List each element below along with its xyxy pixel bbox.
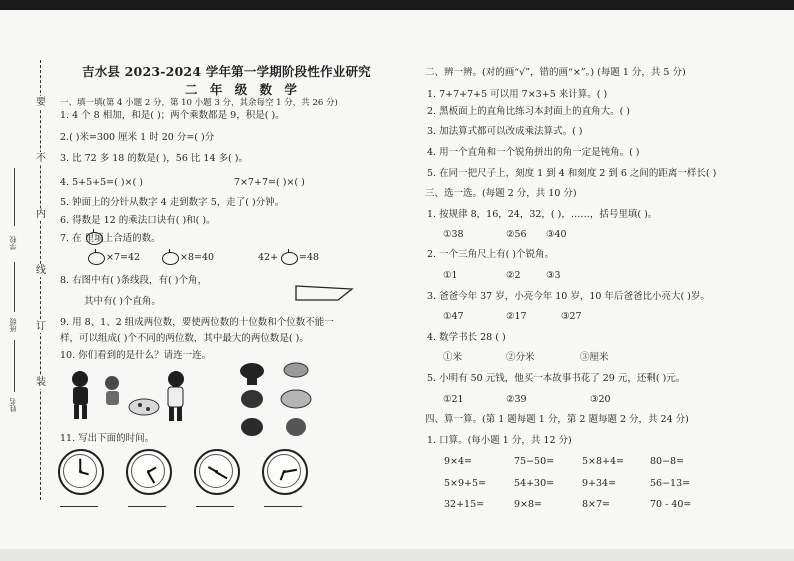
object-views-illustration — [238, 361, 316, 441]
question-4-part-b: 7×7+7=( )×( ) — [234, 177, 305, 188]
question-7: 7. 在 里填上合适的数。 — [60, 233, 161, 244]
children-viewing-objects-illustration — [64, 367, 189, 425]
calc-item[interactable]: 9×4= — [444, 456, 473, 467]
calc-item[interactable]: 9×8= — [514, 499, 543, 510]
clock-face-3 — [194, 449, 240, 495]
choice-2: 2. 一个三角尺上有( )个锐角。 — [427, 249, 555, 260]
binding-char: 装 — [36, 377, 46, 388]
question-4-part-a: 4. 5+5+5=( )×( ) — [60, 177, 143, 188]
question-7-expr-b: ×8=40 — [180, 252, 215, 263]
name-field-label: 姓名 — [9, 398, 17, 412]
binding-dashed-line — [40, 60, 41, 500]
question-9-line-1: 9. 用 8、1、2 组成两位数，要使两位数的十位数和个位数不能一 — [60, 317, 334, 328]
question-11: 11. 写出下面的时间。 — [60, 433, 155, 444]
question-7-expr-d: =48 — [299, 252, 320, 263]
question-3: 3. 比 72 多 18 的数是( )，56 比 14 多( )。 — [60, 153, 248, 164]
clock-face-1 — [58, 449, 104, 495]
question-9-line-2: 样，可以组成( )个不同的两位数，其中最大的两位数是( )。 — [60, 333, 309, 344]
apple-icon — [86, 232, 103, 245]
exam-title: 吉水县 2023-2024 学年第一学期阶段性作业研究 — [82, 64, 371, 79]
scan-bottom-edge — [0, 549, 794, 561]
binding-char: 订 — [36, 321, 46, 332]
binding-char: 线 — [36, 265, 46, 276]
section-3-heading: 三、选一选。(每题 2 分，共 10 分) — [425, 188, 577, 199]
exam-subtitle: 二 年 级 数 学 — [185, 82, 301, 97]
apple-icon[interactable] — [88, 252, 105, 265]
mental-math-heading: 1. 口算。(每小题 1 分，共 12 分) — [427, 435, 572, 446]
choice-1: 1. 按规律 8，16，24，32，( )，……，括号里填( )。 — [427, 209, 658, 220]
binding-char: 不 — [36, 153, 46, 164]
question-7-expr-c: 42+ — [258, 252, 279, 263]
question-7-expr-a: ×7=42 — [106, 252, 141, 263]
calc-item[interactable]: 32+15= — [444, 499, 485, 510]
judge-2: 2. 黑板面上的直角比练习本封面上的直角大。( ) — [427, 106, 631, 117]
calc-item[interactable]: 56−13= — [650, 478, 691, 489]
choice-1-option-2[interactable]: ②56 — [506, 229, 527, 240]
choice-5-option-3[interactable]: ③20 — [590, 394, 611, 405]
trapezoid-figure — [294, 283, 354, 305]
choice-1-option-3[interactable]: ③40 — [546, 229, 567, 240]
section-1-heading: 一、填一填(第 4 小题 2 分，第 10 小题 3 分，其余每空 1 分，共 26 分) — [60, 98, 338, 108]
section-4-heading: 四、算一算。(第 1 题每题 1 分，第 2 题每题 2 分，共 24 分) — [425, 414, 689, 425]
question-6: 6. 得数是 12 的乘法口诀有( )和( )。 — [60, 215, 216, 226]
clock-answer-4[interactable] — [264, 506, 302, 507]
question-2: 2.( )米=300 厘米 1 时 20 分=( )分 — [60, 132, 215, 143]
choice-2-option-3[interactable]: ③3 — [546, 270, 561, 281]
calc-item[interactable]: 75−50= — [514, 456, 555, 467]
judge-3: 3. 加法算式都可以改成乘法算式。( ) — [427, 126, 583, 137]
calc-item[interactable]: 5×9+5= — [444, 478, 487, 489]
clock-answer-1[interactable] — [60, 506, 98, 507]
choice-4-option-2[interactable]: ②分米 — [506, 352, 535, 363]
choice-5: 5. 小明有 50 元钱，他买一本故事书花了 29 元，还剩( )元。 — [427, 373, 686, 384]
question-8-line-1: 8. 右图中有( )条线段，有( )个角， — [60, 275, 207, 286]
choice-3-option-3[interactable]: ③27 — [561, 311, 582, 322]
judge-5: 5. 在同一把尺子上，刻度 1 到 4 和刻度 2 到 6 之间的距离一样长( ) — [427, 168, 717, 179]
choice-1-option-1[interactable]: ①38 — [443, 229, 464, 240]
class-field-line[interactable] — [14, 262, 15, 312]
judge-1: 1. 7+7+7+5 可以用 7×3+5 来计算。( ) — [427, 89, 608, 100]
clock-face-2 — [126, 449, 172, 495]
choice-2-option-1[interactable]: ①1 — [443, 270, 458, 281]
binding-char: 内 — [36, 209, 46, 220]
choice-4: 4. 数学书长 28 ( ) — [427, 332, 506, 343]
clock-face-4 — [262, 449, 308, 495]
school-field-line[interactable] — [14, 168, 15, 226]
question-8-line-2: 其中有( )个直角。 — [84, 296, 161, 307]
calc-item[interactable]: 80−8= — [650, 456, 685, 467]
calc-item[interactable]: 54+30= — [514, 478, 555, 489]
choice-4-option-1[interactable]: ①米 — [443, 352, 463, 363]
choice-3-option-1[interactable]: ①47 — [443, 311, 464, 322]
calc-item[interactable]: 9+34= — [582, 478, 617, 489]
clock-answer-3[interactable] — [196, 506, 234, 507]
calc-item[interactable]: 5×8+4= — [582, 456, 625, 467]
class-field-label: 班级 — [9, 318, 17, 332]
choice-4-option-3[interactable]: ③厘米 — [580, 352, 609, 363]
calc-item[interactable]: 70 - 40= — [650, 499, 692, 510]
choice-5-option-2[interactable]: ②39 — [506, 394, 527, 405]
binding-char: 要 — [36, 97, 46, 108]
apple-icon[interactable] — [162, 252, 179, 265]
calc-item[interactable]: 8×7= — [582, 499, 611, 510]
section-2-heading: 二、辨一辨。(对的画“√”，错的画“×”。) (每题 1 分，共 5 分) — [425, 67, 686, 78]
choice-3-option-2[interactable]: ②17 — [506, 311, 527, 322]
judge-4: 4. 用一个直角和一个锐角拼出的角一定是钝角。( ) — [427, 147, 640, 158]
school-field-label: 学校 — [9, 236, 17, 250]
scan-top-edge — [0, 0, 794, 10]
question-10: 10. 你们看到的是什么？请连一连。 — [60, 350, 212, 361]
question-5: 5. 钟面上的分针从数字 4 走到数字 5，走了( )分钟。 — [60, 197, 285, 208]
choice-5-option-1[interactable]: ①21 — [443, 394, 464, 405]
name-field-line[interactable] — [14, 340, 15, 392]
clock-answer-2[interactable] — [128, 506, 166, 507]
question-1: 1. 4 个 8 相加，和是( )；两个乘数都是 9，积是( )。 — [60, 110, 285, 121]
choice-2-option-2[interactable]: ②2 — [506, 270, 521, 281]
choice-3: 3. 爸爸今年 37 岁，小亮今年 10 岁，10 年后爸爸比小亮大( )岁。 — [427, 291, 710, 302]
apple-icon[interactable] — [281, 252, 298, 265]
